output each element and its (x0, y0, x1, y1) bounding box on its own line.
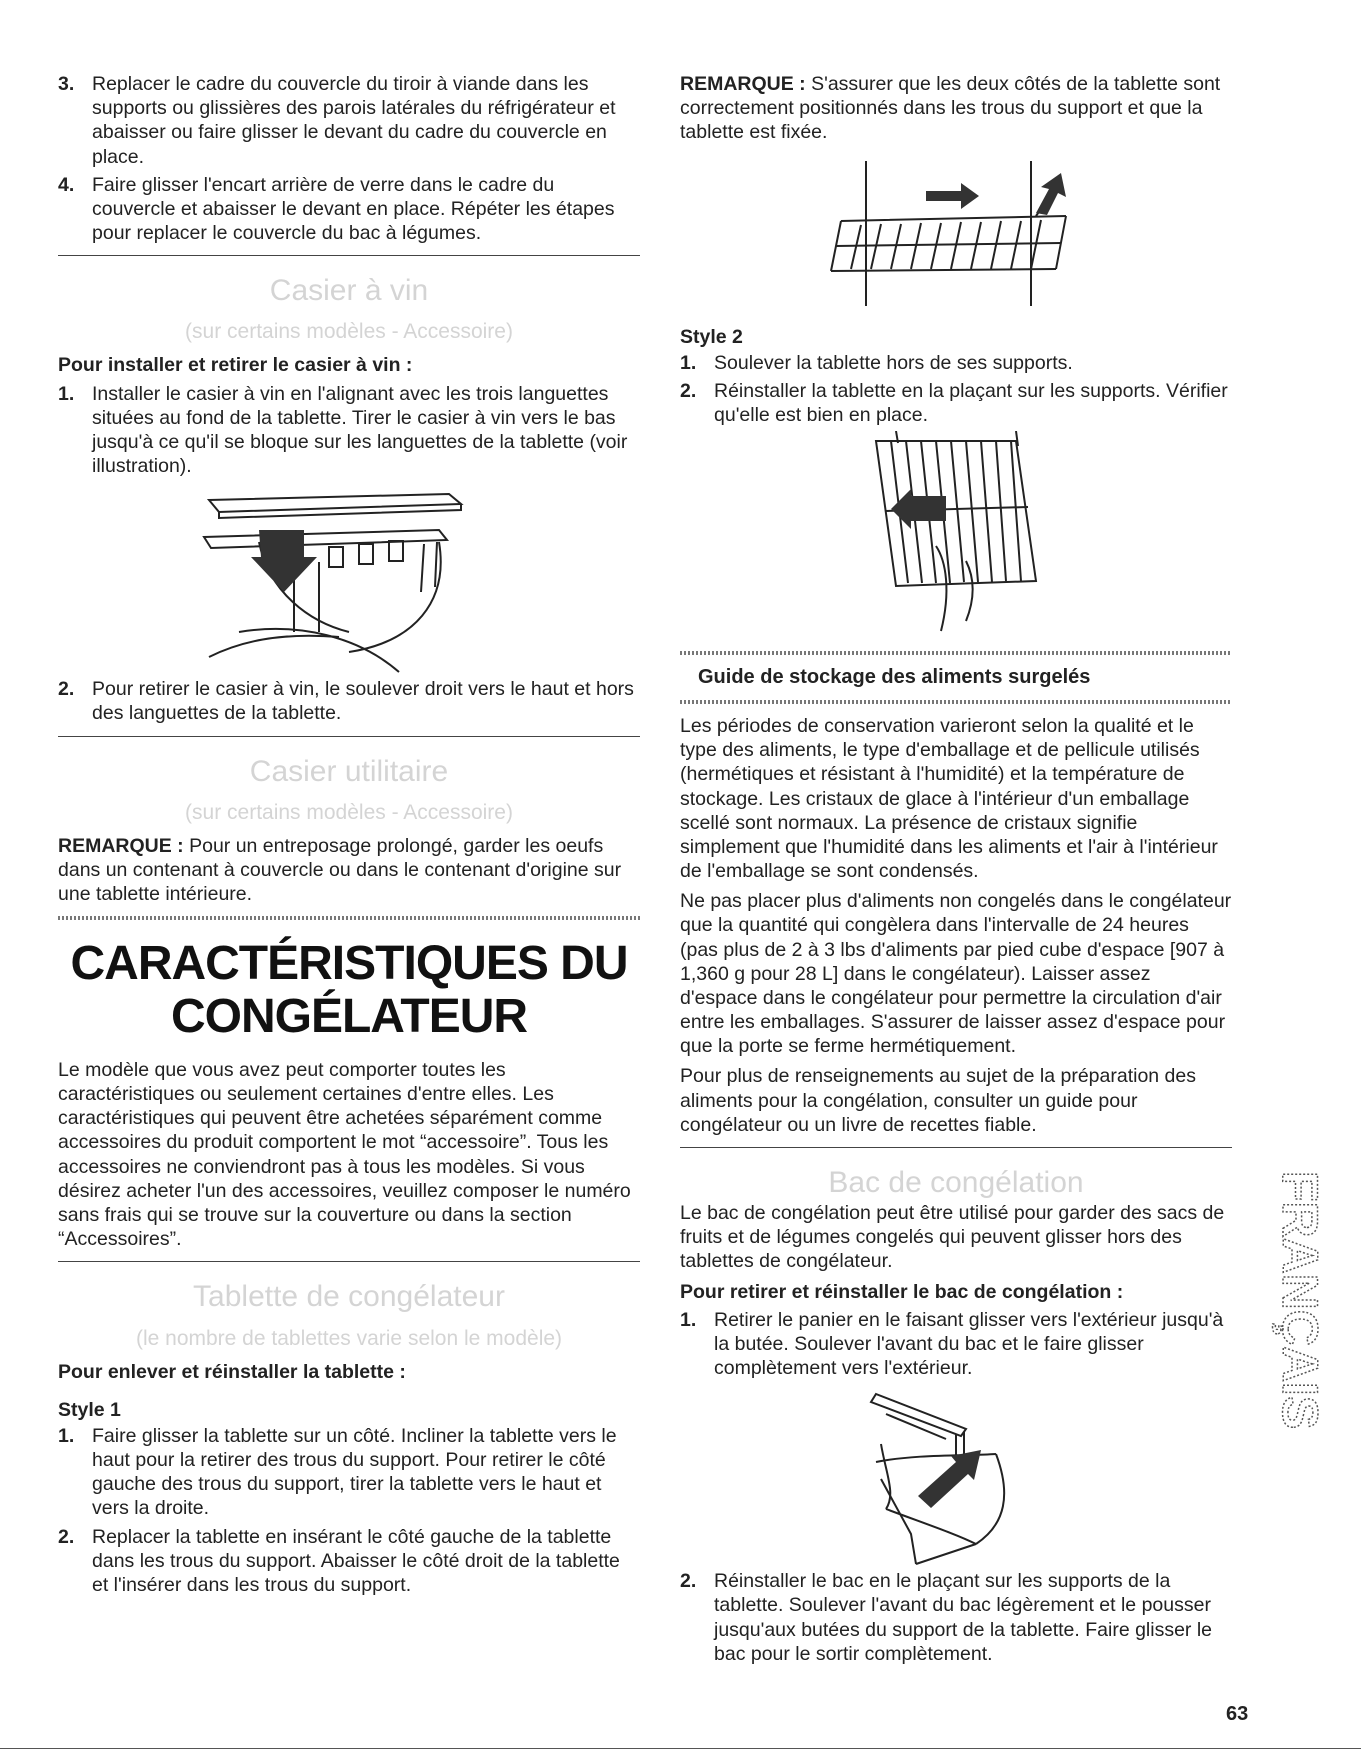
freezer-bin-heading: Pour retirer et réinstaller le bac de congélation : (680, 1280, 1124, 1303)
list-item: 1. Retirer le panier en le faisant glisser vers l'extérieur jusqu'à la butée. Soulever l'avant du bac et le faire glisser complètement vers l'extérieur. (680, 1308, 1224, 1380)
freezer-shelf-title: Tablette de congélateur (193, 1280, 505, 1314)
left-column (58, 72, 640, 1601)
style-1-heading: Style 1 (58, 1398, 121, 1421)
utility-bin-remark: REMARQUE : Pour un entreposage prolongé, garder les oeufs dans un contenant à couvercle ou dans le contenant d'origine sur une tablette intérieure. (58, 834, 622, 906)
list-item: 1. Soulever la tablette hors de ses supports. (680, 351, 1073, 374)
wine-rack-steps-2 (58, 677, 640, 725)
style-1-steps (58, 1424, 640, 1597)
dotted-divider (58, 916, 640, 920)
guide-paragraph: Pour plus de renseignements au sujet de la préparation des aliments pour la congélation, consulter un guide pour congélateur ou un livre de recettes fiable. (680, 1065, 1196, 1136)
wine-rack-title: Casier à vin (269, 274, 429, 308)
divider (58, 736, 640, 737)
divider (58, 255, 640, 256)
wine-rack-steps (58, 382, 640, 479)
right-column (680, 72, 1232, 1670)
dotted-divider (680, 700, 1232, 704)
freezer-features-title: CARACTÉRISTIQUES DU CONGÉLATEUR (70, 937, 628, 1044)
list-item: 3. Replacer le cadre du couvercle du tiroir à viande dans les supports ou glissières des parois latérales du réfrigérateur et abaisser ou faire glisser le devant du cadre du couvercle en place. (58, 73, 616, 168)
dotted-divider (680, 651, 1232, 655)
divider (58, 1261, 640, 1262)
frozen-food-guide-title: Guide de stockage des aliments surgelés (698, 666, 1091, 689)
freezer-bin-body: Le bac de congélation peut être utilisé pour garder des sacs de fruits et de légumes congelés qui peuvent glisser hors des tablettes de congélateur. (680, 1202, 1225, 1273)
wine-rack-subtitle: (sur certains modèles - Accessoire) (185, 320, 513, 344)
utility-bin-subtitle: (sur certains modèles - Accessoire) (185, 800, 513, 824)
bottom-rule (0, 1748, 1361, 1749)
style-2-heading: Style 2 (680, 325, 743, 348)
freezer-features-body: Le modèle que vous avez peut comporter toutes les caractéristiques ou seulement certaines d'entre elles. Les caractéristiques qui peuvent être achetées séparément comme accessoires du produit comportent le mot “accessoire”. Tous les accessoires ne conviendront pas à tous les modèles. Si vous désirez acheter l'un des accessoires, veuillez composer le numéro sans frais qui se trouve sur la couverture ou dans la section “Accessoires”. (58, 1058, 631, 1251)
guide-paragraph: Les périodes de conservation varieront selon la qualité et le type des aliments, le type d'emballage et de pellicule utilisés (hermétiques et résistant à l'humidité) et la température de stockage. Les cristaux de glace à l'intérieur d'un emballage scellé sont normaux. La présence de cristaux signifie simplement que l'humidité dans les aliments et l'air à l'intérieur de l'emballage se sont condensés. (680, 715, 1218, 883)
wine-rack-heading: Pour installer et retirer le casier à vin : (58, 354, 413, 377)
freezer-shelf-subtitle: (le nombre de tablettes varie selon le modèle) (135, 1326, 563, 1350)
list-item: 2. Replacer la tablette en insérant le côté gauche de la tablette dans les trous du support. Abaisser le côté droit de la tablette et l'insérer dans les trous du support. (58, 1525, 620, 1596)
wire-shelf-style2-illustration (856, 431, 1056, 641)
crisper-cover-steps (58, 72, 640, 245)
list-item: 1. Installer le casier à vin en l'alignant avec les trois languettes situées au fond de la tablette. Tirer le casier à vin vers le bas jusqu'à ce qu'il se bloque sur les languettes de la tablette (voir illustration). (58, 382, 628, 478)
list-item: 4. Faire glisser l'encart arrière de verre dans le cadre du couvercle et abaisser le devant en place. Répéter les étapes pour replacer le couvercle du bac à légumes. (58, 173, 615, 245)
freezer-bin-steps-2 (680, 1569, 1232, 1666)
page-number: 63 (1226, 1703, 1249, 1725)
style-2-steps (680, 351, 1232, 428)
freezer-bin-illustration (856, 1384, 1056, 1569)
freezer-bin-steps (680, 1308, 1232, 1381)
shelf-remark: REMARQUE : S'assurer que les deux côtés de la tablette sont correctement positionnés dans les trous du support et que la tablette est fixée. (680, 73, 1221, 144)
list-item: 2. Pour retirer le casier à vin, le soulever droit vers le haut et hors des languettes de la tablette. (58, 678, 634, 725)
freezer-bin-title: Bac de congélation (828, 1165, 1084, 1199)
guide-paragraph: Ne pas placer plus d'aliments non congelés dans le congélateur que la quantité qui congèlera dans l'intervalle de 24 heures (pas plus de 2 à 3 lbs d'aliments par pied cube d'espace [907 à 1,360 g pour 28 L] dans le congélateur). Laisser assez d'espace dans le congélateur pour permettre la circulation d'air entre les emballages. S'assurer de laisser assez d'espace pour que la porte se ferme hermétiquement. (680, 890, 1232, 1058)
divider (680, 1147, 1232, 1148)
wine-rack-illustration (199, 482, 499, 677)
list-item: 2. Réinstaller le bac en le plaçant sur les supports de la tablette. Soulever l'avant du bac légèrement et le pousser jusqu'aux butées du support de la tablette. Faire glisser le bac pour le sortir complètement. (680, 1570, 1213, 1665)
utility-bin-title: Casier utilitaire (249, 754, 449, 788)
side-tab-label: FRANÇAIS (1271, 1170, 1328, 1430)
list-item: 2. Réinstaller la tablette en la plaçant sur les supports. Vérifier qu'elle est bien en place. (680, 379, 1228, 427)
list-item: 1. Faire glisser la tablette sur un côté. Incliner la tablette vers le haut pour la retirer des trous du support. Pour retirer le côté gauche des trous du support, tirer la tablette vers le haut et vers la droite. (58, 1424, 617, 1520)
wire-shelf-style1-illustration (821, 151, 1091, 311)
language-side-tab (1262, 1170, 1330, 1430)
freezer-shelf-heading: Pour enlever et réinstaller la tablette : (58, 1360, 406, 1383)
